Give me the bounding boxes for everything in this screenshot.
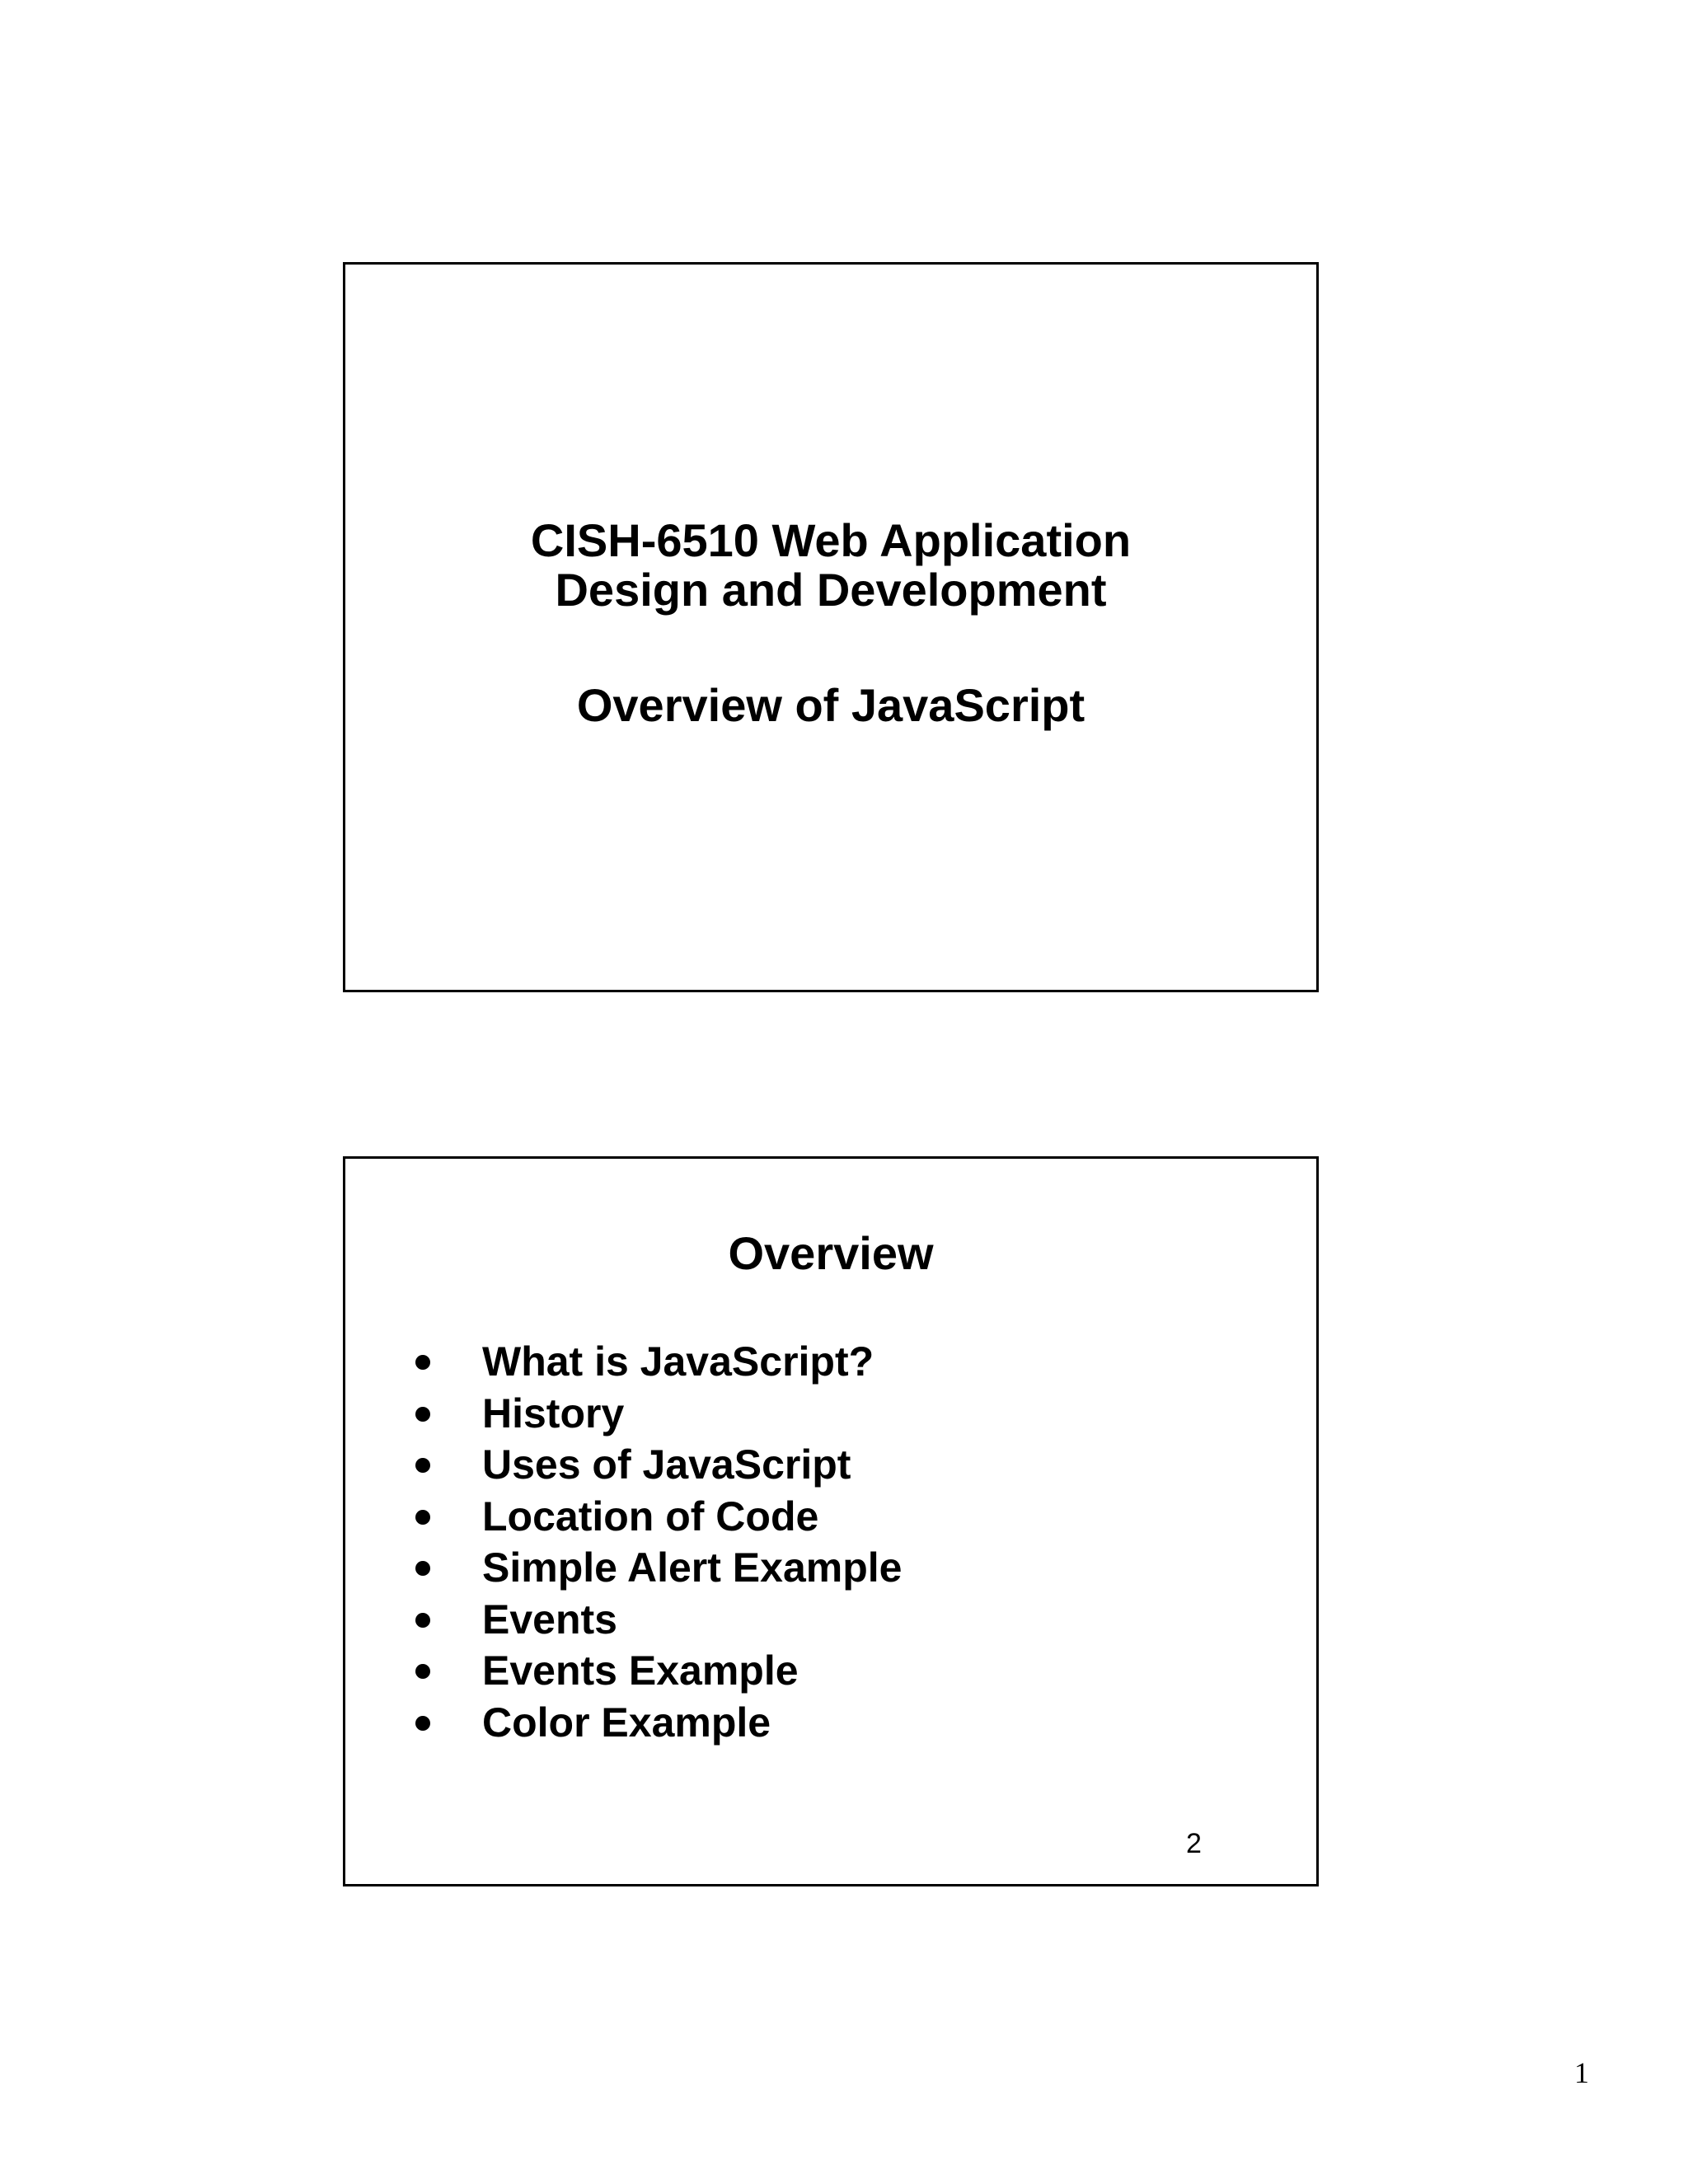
bullet-icon — [415, 1510, 430, 1525]
lecture-subtitle: Overview of JavaScript — [576, 679, 1085, 731]
list-item — [411, 1439, 902, 1491]
bullet-icon — [415, 1561, 430, 1576]
list-item-text: Uses of JavaScript — [482, 1441, 851, 1488]
page-number: 1 — [1574, 2056, 1589, 2089]
list-item-text: Simple Alert Example — [482, 1544, 903, 1591]
list-item-text: History — [482, 1390, 625, 1436]
list-item — [411, 1697, 902, 1749]
bullet-icon — [415, 1458, 430, 1473]
list-item — [411, 1542, 902, 1594]
bullet-icon — [415, 1613, 430, 1628]
list-item-text: Location of Code — [482, 1493, 819, 1540]
bullet-icon — [415, 1716, 430, 1731]
list-item-text: Events — [482, 1596, 617, 1643]
slide-number: 2 — [1186, 1828, 1202, 1859]
list-item — [411, 1645, 902, 1697]
list-item-text: Color Example — [482, 1699, 771, 1746]
bullet-icon — [415, 1355, 430, 1370]
list-item — [411, 1594, 902, 1646]
list-item — [411, 1491, 902, 1543]
list-item — [411, 1388, 902, 1440]
bullet-icon — [415, 1664, 430, 1679]
list-item — [411, 1336, 902, 1388]
course-title-line-2: Design and Development — [555, 564, 1107, 616]
course-title-line-1: CISH-6510 Web Application — [530, 514, 1132, 566]
overview-title: Overview — [728, 1227, 934, 1279]
overview-bullet-list — [411, 1336, 902, 1748]
course-title — [345, 516, 1316, 615]
bullet-icon — [415, 1407, 430, 1422]
overview-slide — [343, 1156, 1319, 1886]
list-item-text: What is JavaScript? — [482, 1338, 874, 1385]
title-slide — [343, 262, 1319, 992]
list-item-text: Events Example — [482, 1647, 799, 1694]
